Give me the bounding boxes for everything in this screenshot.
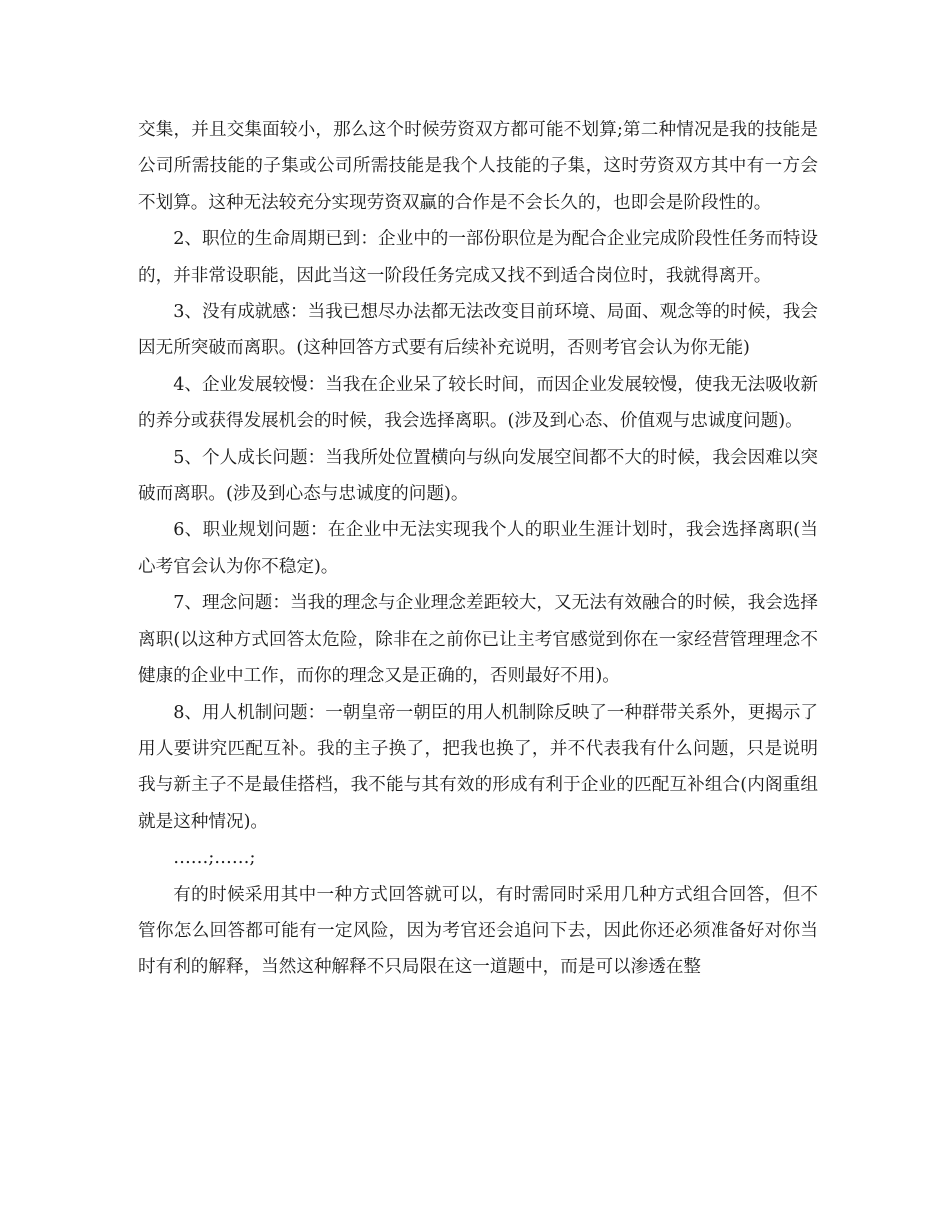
paragraph-closing: 有的时候采用其中一种方式回答就可以，有时需同时采用几种方式组合回答，但不管你怎么回答都可能有一定风险，因为考官还会追问下去，因此你还必须准备好对你当时有利的解释，当然这种解释不只局限在这一道题中，而是可以渗透在整 (138, 884, 818, 978)
paragraph-item-3: 3、没有成就感：当我已想尽办法都无法改变目前环境、局面、观念等的时候，我会因无所突破而离职。(这种回答方式要有后续补充说明，否则考官会认为你无能) (138, 302, 818, 359)
paragraph-item-8: 8、用人机制问题：一朝皇帝一朝臣的用人机制除反映了一种群带关系外，更揭示了用人要讲究匹配互补。我的主子换了，把我也换了，并不代表我有什么问题，只是说明我与新主子不是最佳搭档，我不能与其有效的形成有利于企业的匹配互补组合(内阁重组就是这种情况)。 (138, 702, 818, 832)
paragraph-continuation: 交集，并且交集面较小，那么这个时候劳资双方都可能不划算;第二种情况是我的技能是公司所需技能的子集或公司所需技能是我个人技能的子集，这时劳资双方其中有一方会不划算。这种无法较充分实现劳资双赢的合作是不会长久的，也即会是阶段性的。 (138, 120, 818, 213)
paragraph-item-4: 4、企业发展较慢：当我在企业呆了较长时间，而因企业发展较慢，使我无法吸收新的养分或获得发展机会的时候，我会选择离职。(涉及到心态、价值观与忠诚度问题)。 (138, 374, 818, 432)
paragraph-item-7: 7、理念问题：当我的理念与企业理念差距较大，又无法有效融合的时候，我会选择离职(以这种方式回答太危险，除非在之前你已让主考官感觉到你在一家经营管理理念不健康的企业中工作，而你的理念又是正确的，否则最好不用)。 (138, 593, 818, 687)
paragraph-item-2: 2、职位的生命周期已到：企业中的一部份职位是为配合企业完成阶段性任务而特设的，并非常设职能，因此当这一阶段任务完成又找不到适合岗位时，我就得离开。 (138, 229, 818, 286)
paragraph-ellipsis: ……;……; (173, 848, 256, 869)
document-body (138, 112, 818, 986)
paragraph-item-5: 5、个人成长问题：当我所处位置横向与纵向发展空间都不大的时候，我会因难以突破而离职。(涉及到心态与忠诚度的问题)。 (138, 447, 818, 505)
paragraph-item-6: 6、职业规划问题：在企业中无法实现我个人的职业生涯计划时，我会选择离职(当心考官会认为你不稳定)。 (138, 520, 818, 577)
